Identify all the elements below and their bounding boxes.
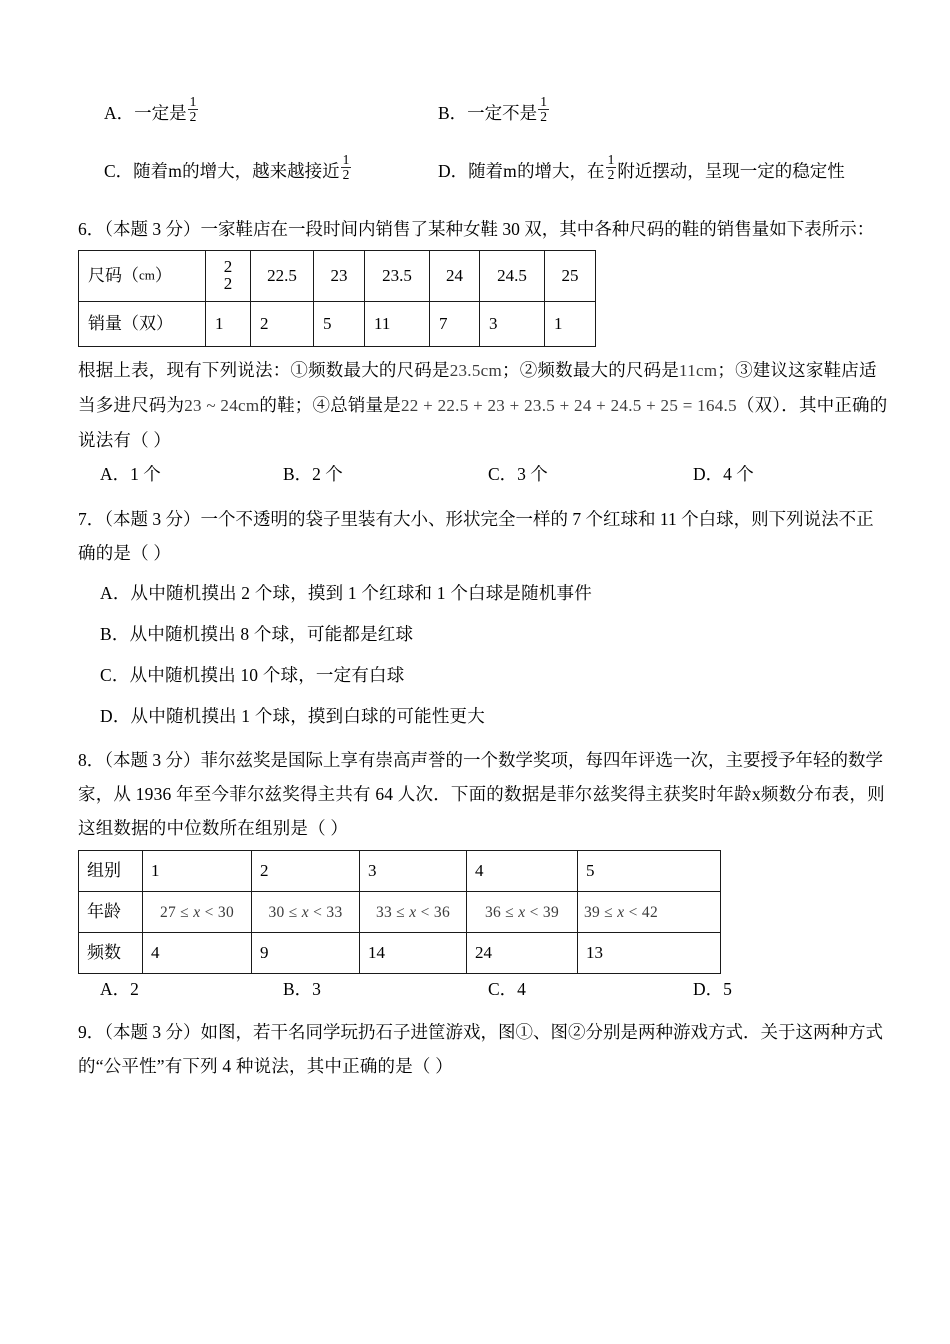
q6-option-d: D．4 个 (693, 464, 754, 484)
q5-option-c (78, 154, 438, 188)
q6-option-c: C．3 个 (488, 464, 548, 484)
q9-stem-line-2: 的“公平性”有下列 4 种说法，其中正确的是（ ） (78, 1056, 453, 1076)
q6-option-b: B．2 个 (283, 464, 343, 484)
q7-stem-line-1: 7．（本题 3 分）一个不透明的袋子里装有大小、形状完全一样的 7 个红球和 11 个白球，则下列说法不正 (78, 509, 874, 529)
q6-size-cell: 23 (314, 251, 365, 302)
q5-option-d (438, 154, 845, 188)
q8-freq-cell: 14 (360, 933, 467, 974)
q8-stem-line-3: 这组数据的中位数所在组别是（ ） (78, 818, 349, 838)
q7-option-d: D．从中随机摸出 1 个球，摸到白球的可能性更大 (100, 706, 485, 726)
q8-freq-cell: 4 (143, 933, 252, 974)
q7-option-b: B．从中随机摸出 8 个球，可能都是红球 (100, 624, 414, 644)
q8-group-cell: 5 (578, 851, 721, 892)
q8-option-d: D．5 (693, 979, 732, 999)
q8-options-row (78, 974, 872, 1004)
q8-table-row-label-age: 年龄 (79, 892, 143, 933)
q8-group-cell: 4 (467, 851, 578, 892)
q6-body-line-2: 当多进尺码为23 ~ 24cm的鞋；④总销量是22 + 22.5 + 23 + 23.5 + 24 + 24.5 + 25 = 164.5（双）．其中正确的 (78, 395, 888, 415)
q5-option-b (438, 96, 550, 130)
math-23-to-24-cm: 23 ~ 24cm (184, 396, 260, 415)
q8-stem-line-1: 8．（本题 3 分）菲尔兹奖是国际上享有崇高声誉的一个数学奖项，每四年评选一次，主要授予年轻的数学 (78, 750, 883, 770)
q6-shoe-size-table (78, 250, 596, 347)
q6-sales-cell: 1 (545, 302, 596, 347)
q8-option-b: B．3 (283, 979, 321, 999)
table-row (79, 892, 721, 933)
fraction-one-half-icon: $\frac{1}{2}$ (189, 94, 197, 125)
q5-option-a (78, 96, 438, 130)
fraction-one-half-icon: $\frac{1}{2}$ (540, 94, 547, 125)
q5-option-d-label-2: 的增大，在 (517, 161, 605, 181)
table-row (79, 302, 596, 347)
table-row (79, 933, 721, 974)
q8-frequency-table (78, 850, 721, 974)
q8-age-cell: 36 ≤ x < 39 (467, 892, 578, 933)
q6-stem: 6．（本题 3 分）一家鞋店在一段时间内销售了某种女鞋 30 双，其中各种尺码的鞋的销售量如下表所示： (78, 219, 875, 239)
q5-option-b-label: B．一定不是 (438, 103, 538, 123)
fraction-one-half-icon: $\frac{1}{2}$ (607, 152, 615, 183)
q8-group-cell: 1 (143, 851, 252, 892)
q6-body-line-3: 说法有（ ） (78, 430, 172, 450)
q6-sales-cell: 2 (251, 302, 314, 347)
q5-option-d-label-1: D．随着 (438, 161, 504, 181)
q6-table-row-label-size: 尺码（cm） (79, 251, 206, 302)
q6-size-cell: 22 (206, 251, 251, 302)
table-row (79, 251, 596, 302)
q8-group-cell: 2 (252, 851, 360, 892)
q5-option-a-label: A．一定是 (104, 103, 187, 123)
fraction-one-half-icon: $\frac{1}{2}$ (342, 152, 350, 183)
math-23-5-cm: 23.5cm (449, 361, 503, 380)
q8-age-cell: 27 ≤ x < 30 (143, 892, 252, 933)
math-total-sales-sum: 22 + 22.5 + 23 + 23.5 + 24 + 24.5 + 25 = 164.5 (400, 396, 737, 415)
q6-size-cell: 24 (430, 251, 480, 302)
q6-sales-cell: 7 (430, 302, 480, 347)
variable-m: m (168, 161, 183, 181)
variable-x: x (751, 784, 761, 804)
q5-options-row-ab (78, 96, 872, 130)
q5-option-c-label-1: C．随着 (104, 161, 169, 181)
q5-options-row-cd (78, 154, 872, 188)
q8-table-row-label-freq: 频数 (79, 933, 143, 974)
q8-age-cell: 30 ≤ x < 33 (252, 892, 360, 933)
q6-sales-cell: 5 (314, 302, 365, 347)
q6-sales-cell: 3 (480, 302, 545, 347)
q6-size-cell: 22.5 (251, 251, 314, 302)
q8-freq-cell: 13 (578, 933, 721, 974)
q8-option-c: C．4 (488, 979, 526, 999)
q6-size-cell: 23.5 (365, 251, 430, 302)
q7-stem-line-2: 确的是（ ） (78, 543, 172, 563)
q7-option-c: C．从中随机摸出 10 个球，一定有白球 (100, 665, 405, 685)
q6-options-row (78, 457, 872, 491)
q6-option-a: A．1 个 (100, 464, 161, 484)
q8-age-cell: 39 ≤ x < 42 (578, 892, 721, 933)
q5-option-c-label-2: 的增大，越来越接近 (182, 161, 340, 181)
table-row (79, 851, 721, 892)
q8-freq-cell: 24 (467, 933, 578, 974)
q8-freq-cell: 9 (252, 933, 360, 974)
q6-size-cell: 24.5 (480, 251, 545, 302)
q5-option-d-label-3: 附近摆动，呈现一定的稳定性 (617, 161, 845, 181)
variable-m: m (503, 161, 518, 181)
q6-sales-cell: 11 (365, 302, 430, 347)
q8-table-row-label-group: 组别 (79, 851, 143, 892)
q8-age-cell: 33 ≤ x < 36 (360, 892, 467, 933)
q6-body-line-1: 根据上表，现有下列说法：①频数最大的尺码是23.5cm；②频数最大的尺码是11cm；③建议这家鞋店适 (78, 360, 877, 380)
math-11-cm: 11cm (679, 361, 718, 380)
q6-sales-cell: 1 (206, 302, 251, 347)
q9-stem-line-1: 9．（本题 3 分）如图，若干名同学玩扔石子进筐游戏，图①、图②分别是两种游戏方式．关于这两种方式 (78, 1022, 883, 1042)
q7-option-a: A．从中随机摸出 2 个球，摸到 1 个红球和 1 个白球是随机事件 (100, 583, 592, 603)
q8-option-a: A．2 (100, 979, 139, 999)
q6-table-row-label-sales: 销量（双） (79, 302, 206, 347)
q8-stem-line-2: 家，从 1936 年至今菲尔兹奖得主共有 64 人次．下面的数据是菲尔兹奖得主获奖时年龄x频数分布表，则 (78, 784, 885, 804)
q6-size-cell: 25 (545, 251, 596, 302)
q8-group-cell: 3 (360, 851, 467, 892)
